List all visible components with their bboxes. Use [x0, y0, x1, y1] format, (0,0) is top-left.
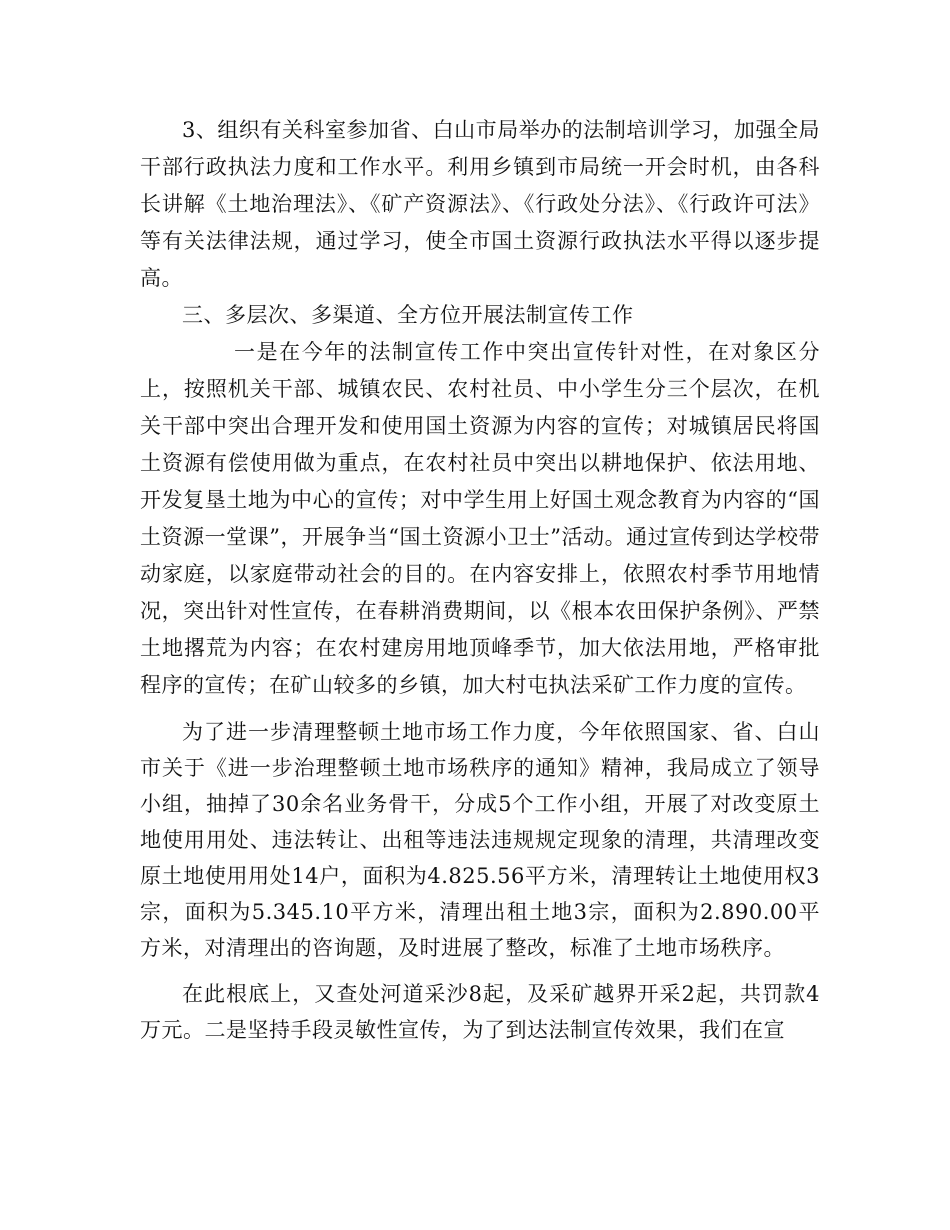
- paragraph-targeted-publicity: 一是在今年的法制宣传工作中突出宣传针对性，在对象区分上，按照机关干部、城镇农民、农村社员、中小学生分三个层次，在机关干部中突出合理开发和使用国土资源为内容的宣传；对城镇居民将国土资源有偿使用做为重点，在农村社员中突出以耕地保护、依法用地、开发复垦土地为中心的宣传；对中学生用上好国土观念教育为内容的“国土资源一堂课”，开展争当“国土资源小卫士”活动。通过宣传到达学校带动家庭，以家庭带动社会的目的。在内容安排上，依照农村季节用地情况，突出针对性宣传，在春耕消费期间，以《根本农田保护条例》、严禁土地撂荒为内容；在农村建房用地顶峰季节，加大依法用地，严格审批程序的宣传；在矿山较多的乡镇，加大村屯执法采矿工作力度的宣传。: [140, 340, 820, 697]
- paragraph-training: 3、组织有关科室参加省、白山市局举办的法制培训学习，加强全局干部行政执法力度和工作水平。利用乡镇到市局统一开会时机，由各科长讲解《土地治理法》、《矿产资源法》、《行政处分法》、《行政许可法》等有关法律法规，通过学习，使全市国土资源行政执法水平得以逐步提高。: [140, 118, 820, 290]
- paragraph-investigations: 在此根底上，又查处河道采沙8起，及采矿越界开采2起，共罚款4万元。二是坚持手段灵敏性宣传，为了到达法制宣传效果，我们在宣: [140, 982, 820, 1042]
- document-body: [140, 112, 820, 1048]
- section-heading-publicity: 三、多层次、多渠道、全方位开展法制宣传工作: [182, 303, 634, 327]
- paragraph-land-market-cleanup: 为了进一步清理整顿土地市场工作力度，今年依照国家、省、白山市关于《进一步治理整顿土地市场秩序的通知》精神，我局成立了领导小组，抽掉了30余名业务骨干，分成5个工作小组，开展了对改变原土地使用用处、违法转让、出租等违法违规规定现象的清理，共清理改变原土地使用用处14户，面积为4.825.56平方米，清理转让土地使用权3宗，面积为5.345.10平方米，清理出租土地3宗，面积为2.890.00平方米，对清理出的咨询题，及时进展了整改，标准了土地市场秩序。: [140, 720, 820, 960]
